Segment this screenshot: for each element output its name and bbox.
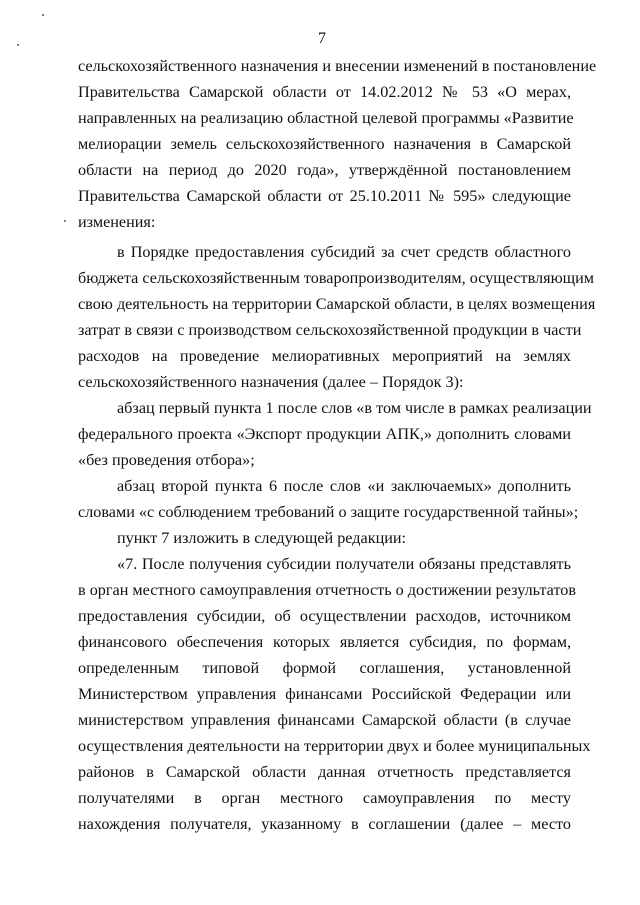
text-line: расходов на проведение мелиоративных мероприятий на землях	[78, 347, 571, 365]
text-line: словами «с соблюдением требований о защите государственной тайны»;	[78, 503, 579, 521]
text-line: «без проведения отбора»;	[78, 451, 255, 469]
text-line: осуществления деятельности на территории двух и более муниципальных	[78, 737, 591, 755]
text-line: районов в Самарской области данная отчетность представляется	[78, 763, 571, 781]
text-line: «7. После получения субсидии получатели обязаны представлять	[117, 555, 571, 573]
text-line: определенным типовой формой соглашения, установленной	[78, 659, 571, 677]
text-line: области на период до 2020 года», утверждённой постановлением	[78, 161, 571, 179]
text-line: Правительства Самарской области от 14.02.2012 № 53 «О мерах,	[78, 83, 571, 101]
text-line: финансового обеспечения которых является субсидия, по формам,	[78, 633, 571, 651]
text-line: абзац первый пункта 1 после слов «в том числе в рамках реализации	[117, 399, 592, 417]
text-line: сельскохозяйственного назначения и внесении изменений в постановление	[78, 57, 597, 75]
text-line: мелиорации земель сельскохозяйственного назначения в Самарской	[78, 135, 571, 153]
scan-speck	[64, 220, 66, 222]
text-line: свою деятельность на территории Самарской области, в целях возмещения	[78, 295, 596, 313]
text-line: Правительства Самарской области от 25.10.2011 № 595» следующие	[78, 187, 571, 205]
text-line: направленных на реализацию областной целевой программы «Развитие	[78, 109, 574, 127]
page-number: 7	[318, 30, 326, 47]
text-line: министерством управления финансами Самарской области (в случае	[78, 711, 571, 729]
text-line: абзац второй пункта 6 после слов «и заключаемых» дополнить	[117, 477, 571, 495]
text-line: Министерством управления финансами Российской Федерации или	[78, 685, 571, 703]
text-line: затрат в связи с производством сельскохозяйственной продукции в части	[78, 321, 582, 339]
text-line: бюджета сельскохозяйственным товаропроизводителям, осуществляющим	[78, 269, 595, 287]
text-line: предоставления субсидии, об осуществлении расходов, источником	[78, 607, 571, 625]
scan-speck	[17, 44, 19, 46]
text-line: нахождения получателя, указанному в соглашении (далее – место	[78, 815, 571, 833]
scan-speck	[42, 14, 44, 16]
text-line: в Порядке предоставления субсидий за счет средств областного	[117, 243, 571, 261]
text-line: пункт 7 изложить в следующей редакции:	[117, 529, 407, 547]
text-line: федерального проекта «Экспорт продукции АПК,» дополнить словами	[78, 425, 571, 443]
text-line: сельскохозяйственного назначения (далее – Порядок 3):	[78, 373, 464, 391]
text-line: получателями в орган местного самоуправления по месту	[78, 789, 571, 807]
text-line: изменения:	[78, 213, 156, 231]
text-line: в орган местного самоуправления отчетность о достижении результатов	[78, 581, 577, 599]
